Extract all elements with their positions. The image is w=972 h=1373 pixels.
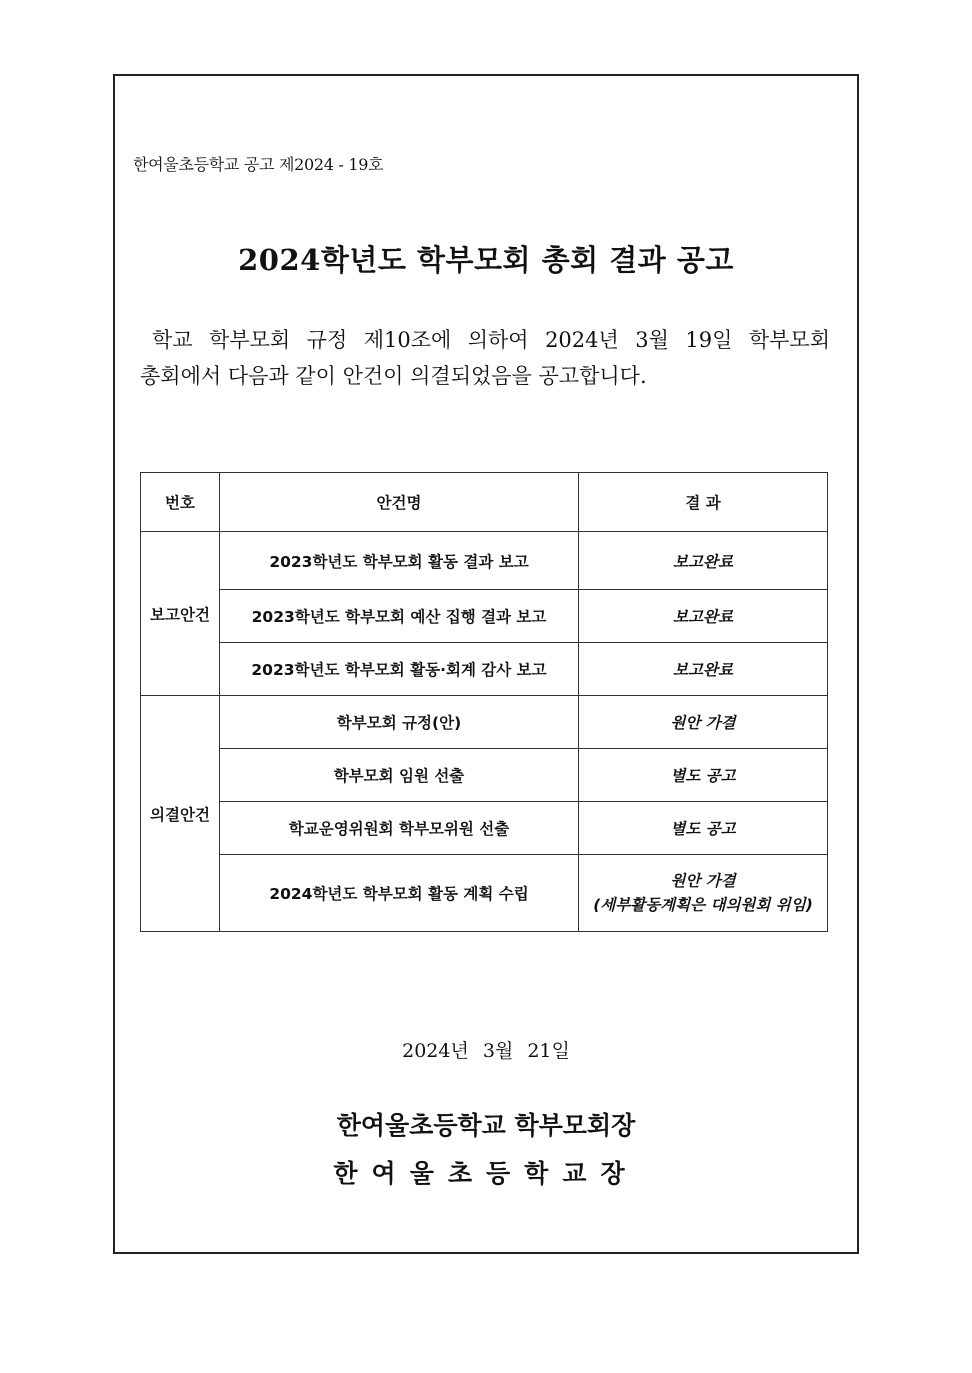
intro-line-2: 총회에서 다음과 같이 안건이 의결되었음을 공고합니다. [140, 364, 647, 388]
header-number: 번호 [141, 473, 220, 532]
table-row [141, 696, 828, 749]
category-report: 보고안건 [141, 532, 220, 696]
agenda-item: 2023학년도 학부모회 활동 결과 보고 [220, 532, 579, 590]
agenda-result-cell [579, 855, 828, 932]
agenda-item: 2024학년도 학부모회 활동 계획 수립 [220, 855, 579, 932]
table-row [141, 532, 828, 590]
page-title: 2024학년도 학부모회 총회 결과 공고 [238, 243, 734, 277]
notice-date: 2024년 3월 21일 [402, 1040, 570, 1062]
agenda-item: 2023학년도 학부모회 활동·회계 감사 보고 [220, 643, 579, 696]
signature-principal: 한여울초등학교장 [333, 1159, 639, 1188]
agenda-item: 학부모회 임원 선출 [220, 749, 579, 802]
agenda-result: 별도 공고 [579, 802, 828, 855]
agenda-result: 보고완료 [579, 532, 828, 590]
agenda-table [140, 472, 828, 932]
intro-paragraph [140, 322, 830, 394]
category-resolution: 의결안건 [141, 696, 220, 932]
table-header-row [141, 473, 828, 532]
table-row [141, 643, 828, 696]
table-row [141, 802, 828, 855]
header-agenda: 안건명 [220, 473, 579, 532]
agenda-result-note: (세부활동계획은 대의원회 위임) [593, 896, 813, 914]
table-row [141, 749, 828, 802]
agenda-result: 원안 가결 [670, 872, 736, 890]
table-row [141, 855, 828, 932]
agenda-result: 원안 가결 [579, 696, 828, 749]
agenda-result: 별도 공고 [579, 749, 828, 802]
agenda-item: 학교운영위원회 학부모위원 선출 [220, 802, 579, 855]
header-result: 결 과 [579, 473, 828, 532]
agenda-result: 보고완료 [579, 643, 828, 696]
notice-number: 한여울초등학교 공고 제2024 - 19호 [133, 155, 384, 174]
signature-parent-association: 한여울초등학교 학부모회장 [336, 1111, 636, 1140]
agenda-result: 보고완료 [579, 590, 828, 643]
agenda-item: 학부모회 규정(안) [220, 696, 579, 749]
intro-line-1: 학교 학부모회 규정 제10조에 의하여 2024년 3월 19일 학부모회 [152, 328, 830, 352]
table-row [141, 590, 828, 643]
agenda-item: 2023학년도 학부모회 예산 집행 결과 보고 [220, 590, 579, 643]
